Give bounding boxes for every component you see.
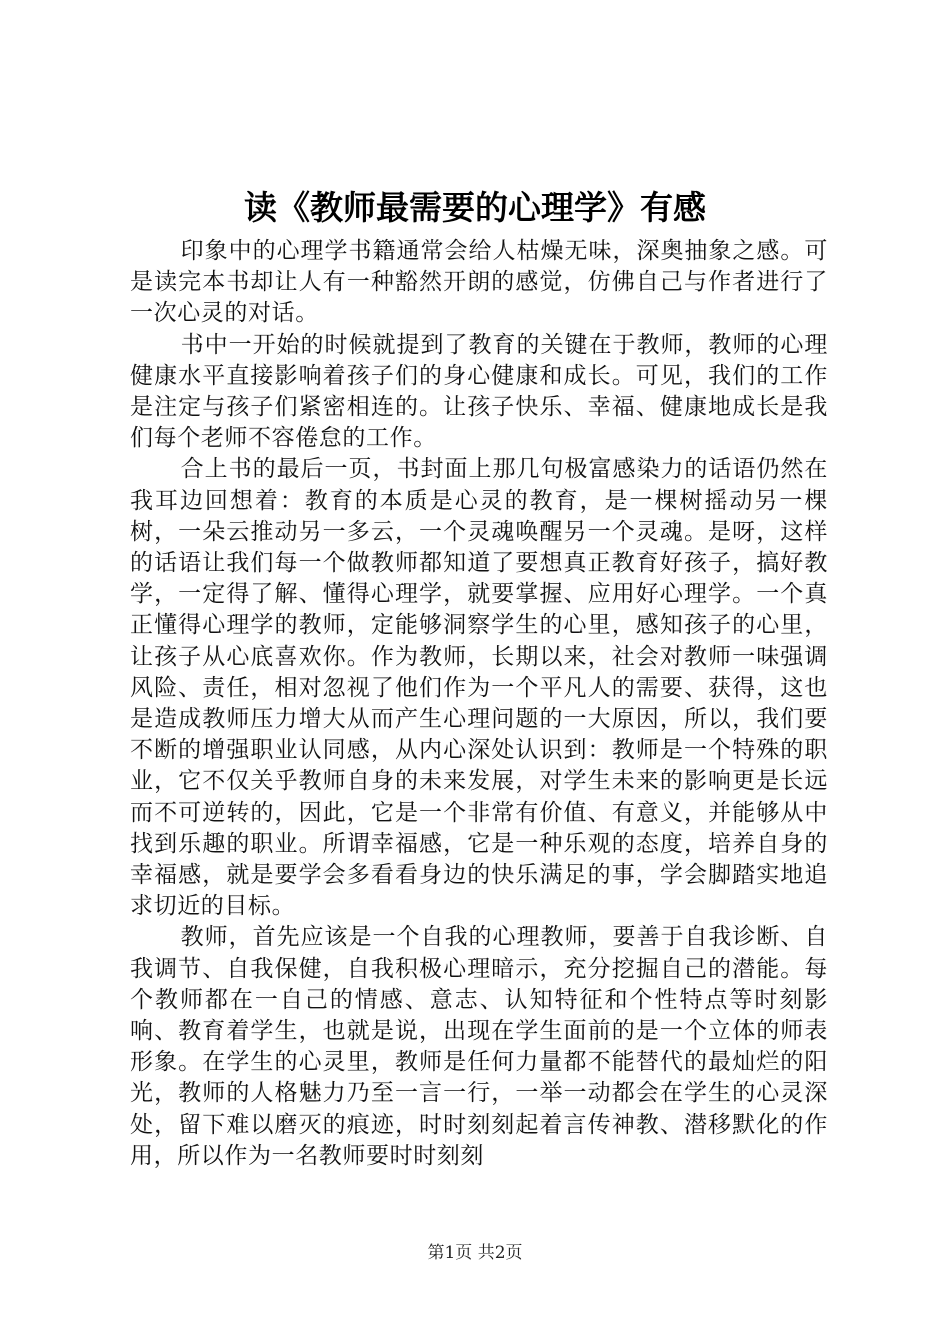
document-body	[130, 236, 828, 1172]
paragraph: 教师，首先应该是一个自我的心理教师，要善于自我诊断、自我调节、自我保健，自我积极心理暗示，充分挖掘自己的潜能。每个教师都在一自己的情感、意志、认知特征和个性特点等时刻影响、教育着学生，也就是说，出现在学生面前的是一个立体的师表形象。在学生的心灵里，教师是任何力量都不能替代的最灿烂的阳光，教师的人格魅力乃至一言一行，一举一动都会在学生的心灵深处，留下难以磨灭的痕迹，时时刻刻起着言传神教、潜移默化的作用，所以作为一名教师要时时刻刻	[130, 924, 828, 1169]
page-footer: 第1页 共2页	[427, 1243, 523, 1263]
paragraph: 书中一开始的时候就提到了教育的关键在于教师，教师的心理健康水平直接影响着孩子们的身心健康和成长。可见，我们的工作是注定与孩子们紧密相连的。让孩子快乐、幸福、健康地成长是我们每个老师不容倦怠的工作。	[130, 331, 828, 452]
paragraph: 合上书的最后一页，书封面上那几句极富感染力的话语仍然在我耳边回想着：教育的本质是心灵的教育，是一棵树摇动另一棵树，一朵云推动另一多云，一个灵魂唤醒另一个灵魂。是呀，这样的话语让我们每一个做教师都知道了要想真正教育好孩子，搞好教学，一定得了解、懂得心理学，就要掌握、应用好心理学。一个真正懂得心理学的教师，定能够洞察学生的心里，感知孩子的心里，让孩子从心底喜欢你。作为教师，长期以来，社会对教师一味强调风险、责任，相对忽视了他们作为一个平凡人的需要、获得，这也是造成教师压力增大从而产生心理问题的一大原因，所以，我们要不断的增强职业认同感，从内心深处认识到：教师是一个特殊的职业，它不仅关乎教师自身的未来发展，对学生未来的影响更是长远而不可逆转的，因此，它是一个非常有价值、有意义，并能够从中找到乐趣的职业。所谓幸福感，它是一种乐观的态度，培养自身的幸福感，就是要学会多看看身边的快乐满足的事，学会脚踏实地追求切近的目标。	[130, 456, 828, 920]
document-title: 读《教师最需要的心理学》有感	[244, 188, 706, 227]
paragraph: 印象中的心理学书籍通常会给人枯燥无味，深奥抽象之感。可是读完本书却让人有一种豁然开朗的感觉，仿佛自己与作者进行了一次心灵的对话。	[130, 238, 828, 327]
